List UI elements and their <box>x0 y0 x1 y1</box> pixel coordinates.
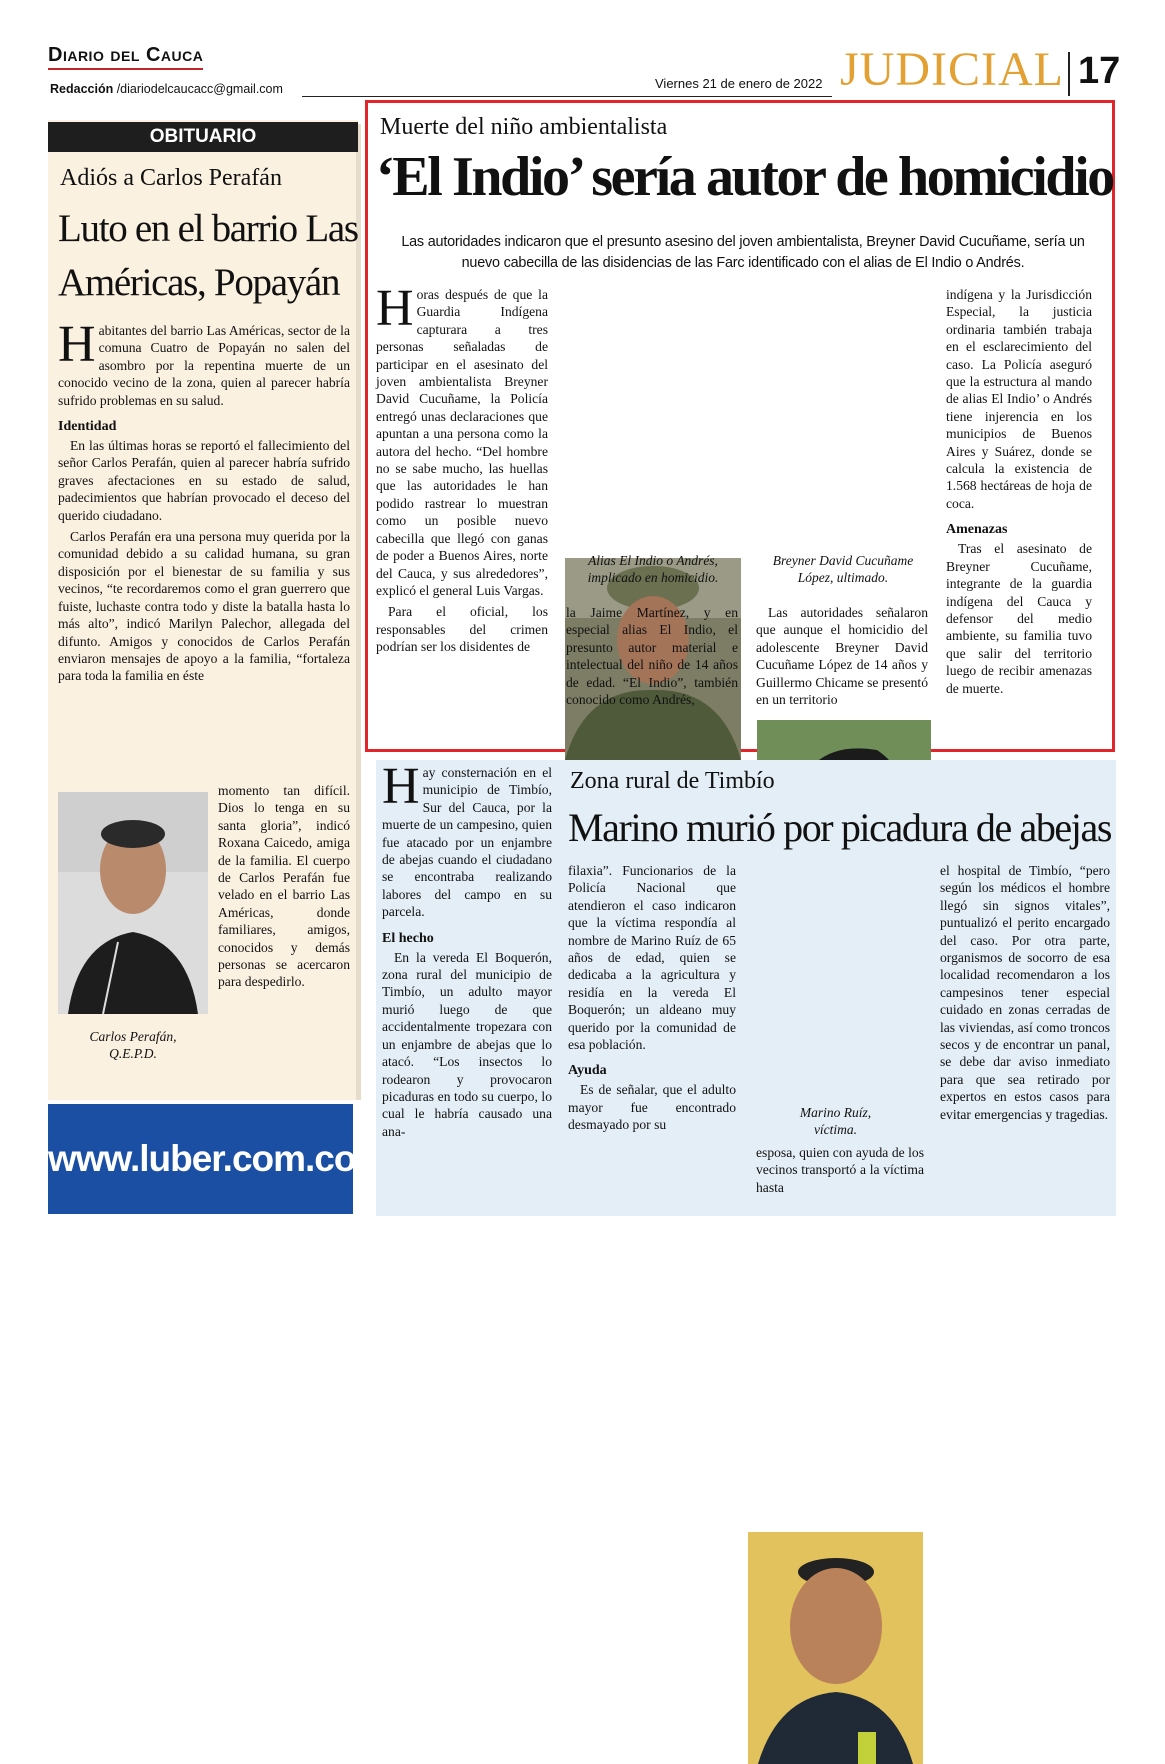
lead-col-1 <box>376 280 548 660</box>
caption-line: Q.E.P.D. <box>109 1046 157 1061</box>
caption-line: Breyner David Cucuñame <box>772 553 914 568</box>
lead-paragraph: Las autoridades señalaron que aunque el homicidio del adolescente Breyner David Cucuñame López de 14 años y Guillermo Chicame se presentó en un territorio <box>756 605 928 708</box>
second-paragraph: Hay consternación en el municipio de Timbío, Sur del Cauca, por la muerte de un campesino, quien fue atacado por un enjambre de abejas cuando el ciudadano se encontraba realizando labores del campo en su parcela. <box>382 758 552 920</box>
suspect-caption <box>560 552 746 586</box>
caption-line: implicado en homicidio. <box>587 570 719 585</box>
credit-label: Redacción <box>50 82 114 96</box>
second-subhead: Ayuda <box>568 1063 607 1079</box>
obituary-paragraph: Carlos Perafán era una persona muy querida por la comunidad debido a su calidad humana, su gran disposición por el bienestar de su familia y sus vecinos, “te recordaremos como el gran guerrero que fuiste, luchaste contra todo y diste la batalla hasta lo más alto”, indicó Marilyn Palechor, allegada del difunto. Amigos y conocidos de Carlos Perafán enviaron mensajes de apoyo a la familia, “fortaleza para toda la familia en éste <box>58 529 350 684</box>
caption-line: víctima. <box>813 1122 858 1137</box>
obituary-body-2 <box>218 782 350 995</box>
lead-paragraph: indígena y la Jurisdicción Especial, la justicia ordinaria también trabaja en el esclarecimiento del caso. La Policía aseguró que la estructura al mando de alias El Indio’ o Andrés tiene injerencia en los municipios de Buenos Aires y Suárez, donde se calcula la existencia de 1.568 hectáreas de hoja de coca. <box>946 287 1092 511</box>
obituary-headline: Luto en el barrio Las Américas, Popayán <box>58 207 358 304</box>
lead-col-4 <box>946 286 1092 701</box>
lead-paragraph: Horas después de que la Guardia Indígena capturara a tres personas señaladas de participar en el asesinato del joven ambientalista Breyner David Cucuñame, la Policía entregó unas declaraciones que apuntan a una persona como la autora del hecho. “Del hombre no se sabe mucho, las huellas que las autoridades le han podido rastrear lo muestran como un posible nuevo cabecilla que llegó con ganas de poder a Buenos Aires, norte del Cauca, y sus alrededores”, explicó el general Luis Vargas. <box>376 280 548 598</box>
lead-subhead: Amenazas <box>946 522 1008 538</box>
caption-line: López, ultimado. <box>797 570 889 585</box>
caption-line: Alias El Indio o Andrés, <box>588 553 718 568</box>
obituary-kicker: Adiós a Carlos Perafán <box>60 165 282 191</box>
ad-url[interactable]: www.luber.com.co <box>48 1138 356 1179</box>
credit-line <box>50 82 283 96</box>
lead-deck: Las autoridades indicaron que el presunto asesino del joven ambientalista, Breyner David Cucuñame, sería un nuevo cabecilla de las disidencias de las Farc identificado con el alias de El Indio o Andrés. <box>401 234 1085 271</box>
second-paragraph: En la vereda El Boquerón, zona rural del municipio de Timbío, un adulto mayor murió luego de que accidentalmente tropezara con un enjambre de abejas que lo atacó. “Los insectos lo rodearon y provocaron picaduras en todo su cuerpo, lo cual le habría causado una ana- <box>382 949 552 1139</box>
lead-col-2 <box>566 604 738 712</box>
second-col-4 <box>940 862 1110 1127</box>
second-paragraph: el hospital de Timbío, “pero según los médicos el hombre llegó sin signos vitales”, puntualizó el perito encargado del caso. Por otra parte, organismos de socorro de esa localidad recomendaron a los campesinos tener especial cuidado en zonas cerradas de las viviendas, así como troncos secos y de encontrar un panal, se debe dar aviso inmediato para que sea retirado por expertos en estos casos para evitar emergencias y tragedias. <box>940 863 1110 1122</box>
lead-paragraph: Tras el asesinato de Breyner Cucuñame, integrante de la guardia indígena del Cauca y defensor del medio ambiente, su familia tuvo que salir del territorio luego de recibir amenazas de muerte. <box>946 541 1092 696</box>
obituary-subhead: Identidad <box>58 419 117 435</box>
ad-banner[interactable] <box>48 1104 356 1214</box>
second-col-3 <box>756 1144 924 1200</box>
lead-col-3 <box>756 604 928 712</box>
lead-paragraph: la Jaime Martínez, y en especial alias El Indio, el presunto autor material e intelectual del niño de 14 años de edad. “El Indio”, también conocido como Andrés, <box>566 605 738 708</box>
obituary-label: OBITUARIO <box>48 122 358 152</box>
second-subhead: El hecho <box>382 930 434 946</box>
second-paragraph: filaxia”. Funcionarios de la Policía Nacional que atendieron el caso indicaron que la víctima respondía al nombre de Marino Ruíz de 65 años de edad, quien se dedicaba a la agricultura y residía en la vereda El Boquerón; un aldeano muy querido por la comunidad de esa población. <box>568 863 736 1053</box>
section-divider <box>1068 52 1070 96</box>
caption-line: Carlos Perafán, <box>89 1029 177 1044</box>
victim-caption <box>750 552 936 586</box>
second-kicker: Zona rural de Timbío <box>570 768 775 794</box>
marino-caption <box>748 1104 923 1138</box>
lead-headline: ‘El Indio’ sería autor de homicidio <box>376 146 1113 208</box>
lead-kicker: Muerte del niño ambientalista <box>380 114 668 140</box>
obituary-body <box>58 316 350 689</box>
credit-email: /diariodelcaucacc@gmail.com <box>113 82 283 96</box>
issue-date: Viernes 21 de enero de 2022 <box>655 76 823 91</box>
obituary-photo <box>58 792 208 1014</box>
masthead-rule <box>302 96 832 97</box>
obituary-paragraph: Habitantes del barrio Las Américas, sector de la comuna Cuatro de Popayán no salen del asombro por la repentina muerte de un conocido vecino de la zona, quien al parecer habría sufrido problemas en su salud. <box>58 316 350 408</box>
caption-line: Marino Ruíz, <box>799 1105 872 1120</box>
person-portrait-icon <box>58 792 208 1014</box>
second-paragraph: Es de señalar, que el adulto mayor fue encontrado desmayado por su <box>568 1082 736 1133</box>
obituary-paragraph: momento tan difícil. Dios lo tenga en su santa gloria”, indicó Roxana Caicedo, amiga de la familia. El cuerpo de Carlos Perafán fue velado en el barrio Las Américas, donde familiares, amigos, conocidos y demás personas se acercaron para despedirlo. <box>218 783 350 990</box>
second-paragraph: esposa, quien con ayuda de los vecinos transportó a la víctima hasta <box>756 1145 924 1195</box>
marino-photo <box>748 1532 923 1764</box>
obituary-caption <box>58 1028 208 1062</box>
section-title: JUDICIAL <box>840 43 1064 96</box>
paper-name: Diario del Cauca <box>48 44 203 70</box>
second-headline: Marino murió por picadura de abejas <box>568 805 1112 850</box>
marino-portrait-icon <box>748 1532 923 1764</box>
second-col-2 <box>568 862 736 1138</box>
obituary-paragraph: En las últimas horas se reportó el fallecimiento del señor Carlos Perafán, quien al parecer habría sufrido graves afectaciones en su estado de salud, padecimientos que habrían provocado el deceso del querido ciudadano. <box>58 438 350 523</box>
lead-paragraph: Para el oficial, los responsables del crimen podrían ser los disidentes de <box>376 604 548 655</box>
second-col-1 <box>382 758 552 1144</box>
page-number: 17 <box>1078 50 1121 92</box>
